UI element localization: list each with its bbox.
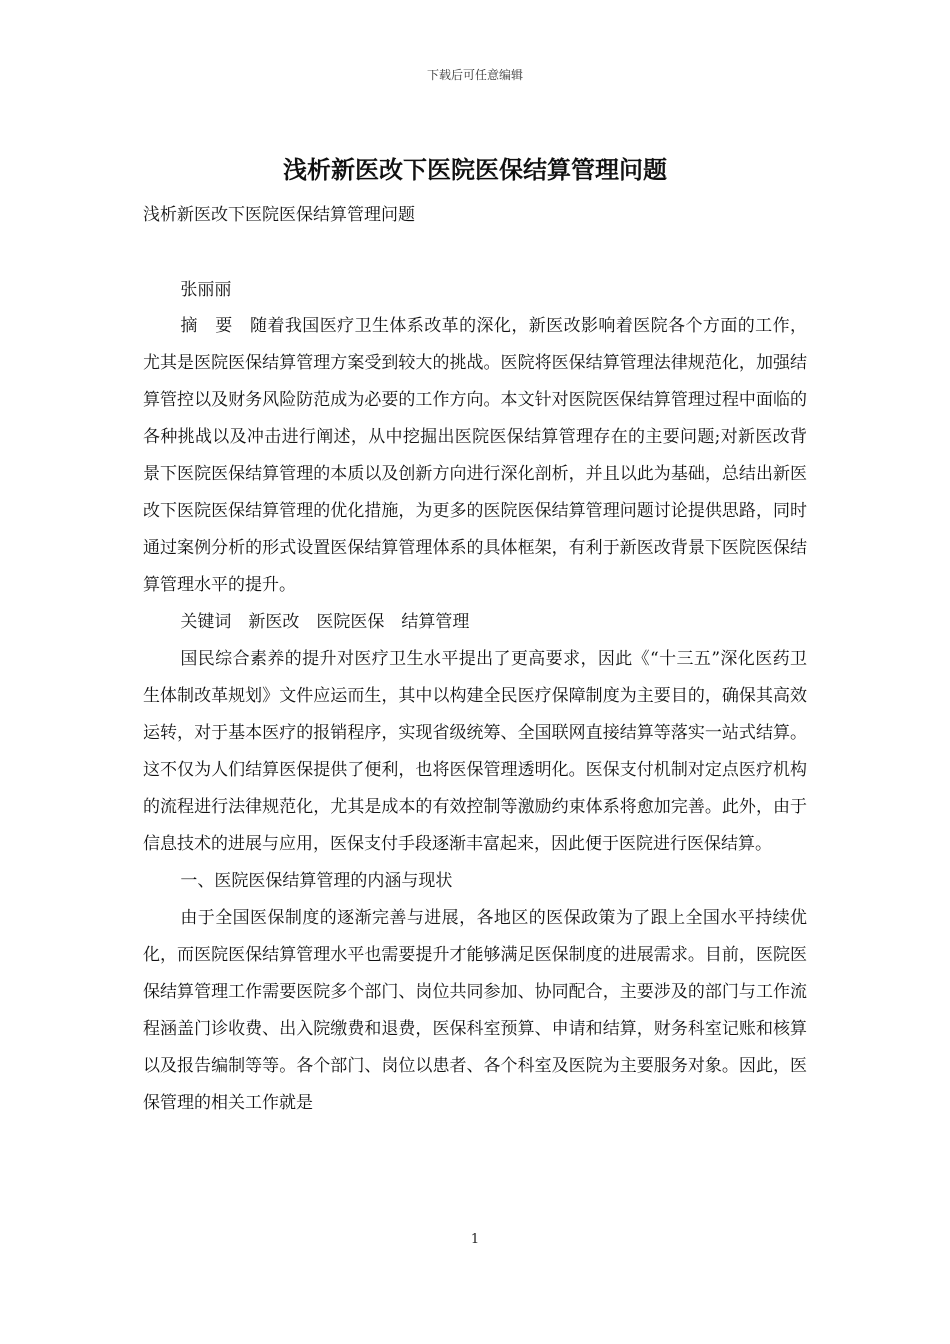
- document-body: [143, 150, 807, 1122]
- keywords-paragraph: 关键词 新医改 医院医保 结算管理: [180, 612, 470, 632]
- intro-paragraph: 国民综合素养的提升对医疗卫生水平提出了更高要求，因此《“十三五”深化医药卫生体制改革规划》文件应运而生，其中以构建全民医疗保障制度为主要目的，确保其高效运转，对于基本医疗的报销程序，实现省级统筹、全国联网直接结算等落实一站式结算。这不仅为人们结算医保提供了便利，也将医保管理透明化。医保支付机制对定点医疗机构的流程进行法律规范化，尤其是成本的有效控制等激励约束体系将愈加完善。此外，由于信息技术的进展与应用，医保支付手段逐渐丰富起来，因此便于医院进行医保结算。: [143, 649, 807, 854]
- document-subtitle: 浅析新医改下医院医保结算管理问题: [143, 205, 415, 225]
- document-title: 浅析新医改下医院医保结算管理问题: [283, 156, 667, 184]
- author-name: 张丽丽: [180, 280, 232, 300]
- abstract-paragraph: 摘 要 随着我国医疗卫生体系改革的深化，新医改影响着医院各个方面的工作，尤其是医院医保结算管理方案受到较大的挑战。医院将医保结算管理法律规范化，加强结算管控以及财务风险防范成为必要的工作方向。本文针对医院医保结算管理过程中面临的各种挑战以及冲击进行阐述，从中挖掘出医院医保结算管理存在的主要问题;对新医改背景下医院医保结算管理的本质以及创新方向进行深化剖析，并且以此为基础，总结出新医改下医院医保结算管理的优化措施，为更多的医院医保结算管理问题讨论提供思路，同时通过案例分析的形式设置医保结算管理体系的具体框架，有利于新医改背景下医院医保结算管理水平的提升。: [143, 316, 807, 595]
- section-paragraph: 由于全国医保制度的逐渐完善与进展，各地区的医保政策为了跟上全国水平持续优化，而医院医保结算管理水平也需要提升才能够满足医保制度的进展需求。目前，医院医保结算管理工作需要医院多个部门、岗位共同参加、协同配合，主要涉及的部门与工作流程涵盖门诊收费、出入院缴费和退费，医保科室预算、申请和结算，财务科室记账和核算以及报告编制等等。各个部门、岗位以患者、各个科室及医院为主要服务对象。因此，医保管理的相关工作就是: [143, 908, 807, 1113]
- page-header-note: 下载后可任意编辑: [426, 68, 523, 82]
- section-heading: 一、医院医保结算管理的内涵与现状: [180, 871, 453, 891]
- page-number: 1: [470, 1232, 480, 1247]
